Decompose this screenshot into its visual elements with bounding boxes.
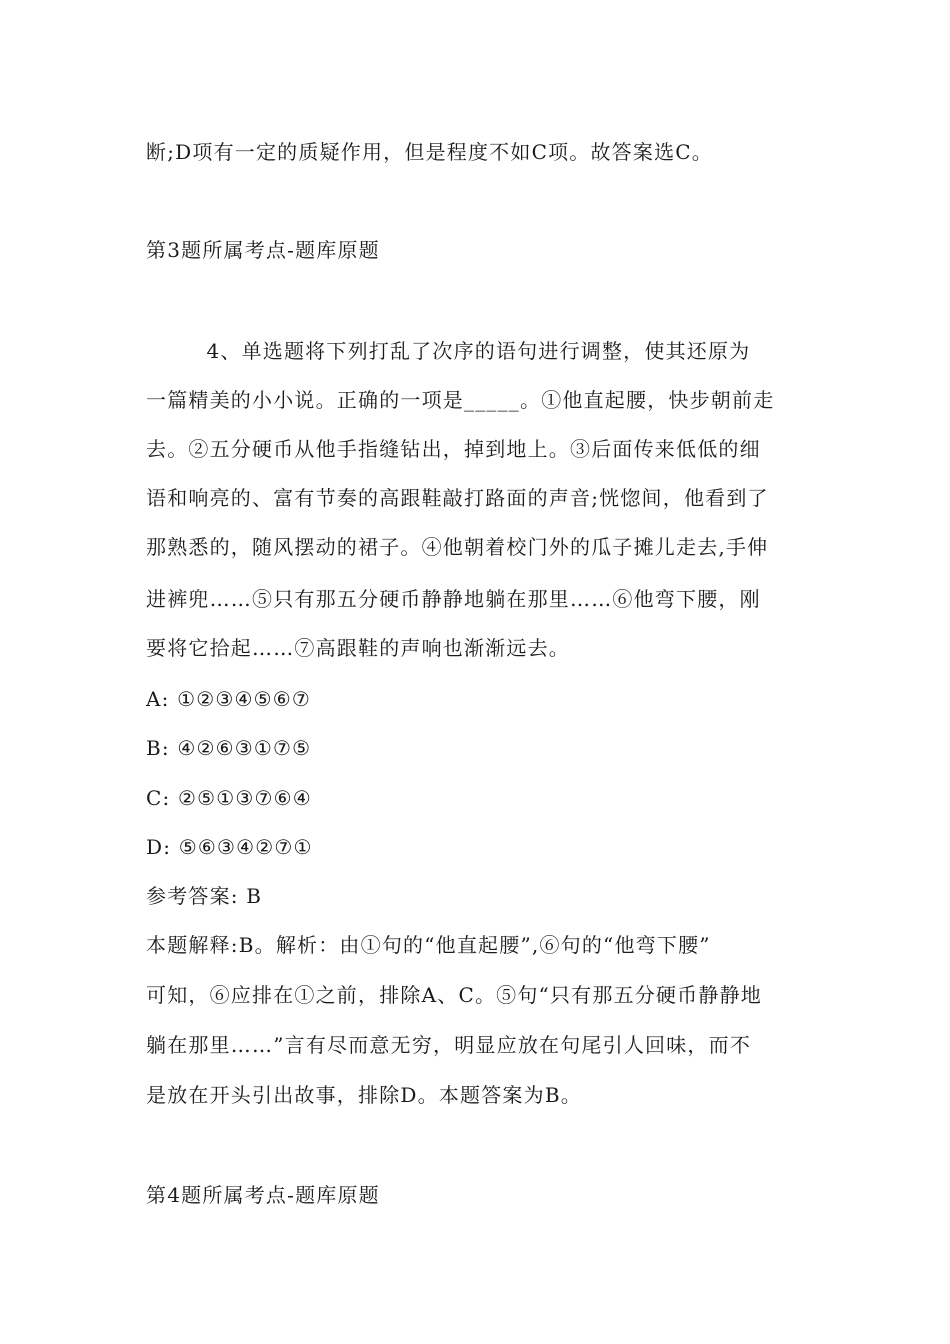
explanation-line: 本题解释:B。解析：由①句的“他直起腰”,⑥句的“他弯下腰” (146, 933, 711, 957)
question-text-line: 去。②五分硬币从他手指缝钻出，掉到地上。③后面传来低低的细 (146, 437, 761, 461)
question-text-line: 一篇精美的小小说。正确的一项是_____。①他直起腰，快步朝前走 (146, 388, 775, 412)
reference-answer: 参考答案: B (146, 884, 263, 908)
question-text-line: 要将它拾起……⑦高跟鞋的声响也渐渐远去。 (146, 636, 570, 660)
question-text-line: 那熟悉的，随风摆动的裙子。④他朝着校门外的瓜子摊儿走去,手伸 (146, 535, 769, 559)
section-heading: 第3题所属考点-题库原题 (146, 238, 380, 262)
option-d: D: ⑤⑥③④②⑦① (146, 835, 313, 859)
section-heading: 第4题所属考点-题库原题 (146, 1183, 380, 1207)
explanation-line: 是放在开头引出故事，排除D。本题答案为B。 (146, 1083, 582, 1107)
question-text-line: 进裤兜……⑤只有那五分硬币静静地躺在那里……⑥他弯下腰，刚 (146, 587, 761, 611)
question-text-line: 4、单选题将下列打乱了次序的语句进行调整，使其还原为 (146, 339, 751, 363)
option-b: B: ④②⑥③①⑦⑤ (146, 736, 312, 760)
option-a: A: ①②③④⑤⑥⑦ (146, 687, 312, 711)
explanation-line: 躺在那里……”言有尽而意无穷，明显应放在句尾引人回味，而不 (146, 1033, 752, 1057)
text-line: 断;D项有一定的质疑作用，但是程度不如C项。故答案选C。 (146, 140, 713, 164)
explanation-line: 可知，⑥应排在①之前，排除A、C。⑤句“只有那五分硬币静静地 (146, 983, 762, 1007)
option-c: C: ②⑤①③⑦⑥④ (146, 786, 312, 810)
question-text-line: 语和响亮的、富有节奏的高跟鞋敲打路面的声音;恍惚间，他看到了 (146, 486, 769, 510)
